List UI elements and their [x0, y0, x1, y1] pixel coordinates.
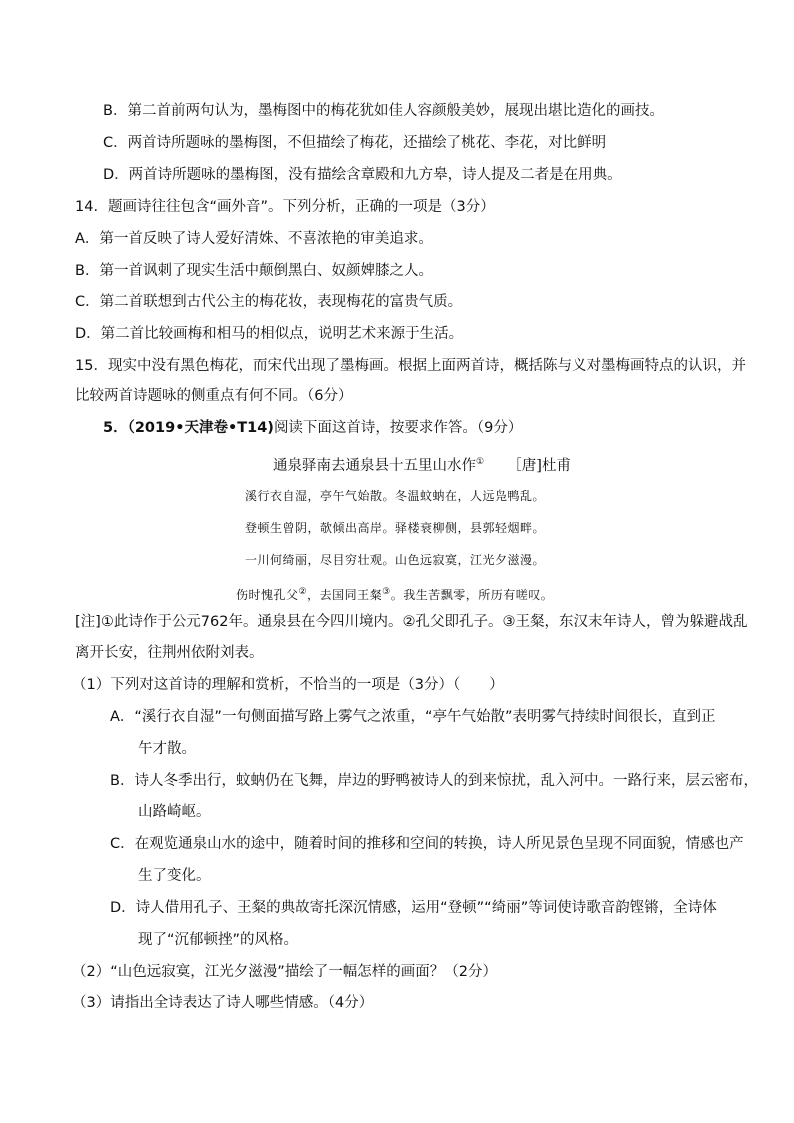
q5-intro: 阅读下面这首诗，按要求作答。（9分）	[273, 420, 523, 436]
poem-title: 通泉驿南去通泉县十五里山水作	[273, 457, 476, 474]
sub1-option-d-line-1: D．诗人借用孔子、王粲的典故寄托深沉情感，运用“登顿”“绮丽”等词使诗歌音韵铿锵，全诗体	[110, 900, 717, 916]
sub2-question: （2）“山色远寂寞，江光夕滋漫”描绘了一幅怎样的画面？（2分）	[72, 964, 497, 980]
q14-option-b: B．第一首讽刺了现实生活中颠倒黑白、奴颜婢膝之人。	[75, 263, 433, 279]
q5-number: 5．	[103, 420, 128, 436]
q13-option-b: B．第二首前两句认为，墨梅图中的梅花犹如佳人容颜般美妙，展现出堪比造化的画技。	[103, 103, 664, 119]
poem-line-2: 登顿生曾阴，欹倾出高岸。驿楼衰柳侧，县郭轻烟畔。	[245, 521, 546, 535]
sub1-option-a-line-2: 午才散。	[138, 741, 196, 757]
sub1-stem: （1）下列对这首诗的理解和赏析，不恰当的一项是（3分）（ ）	[72, 677, 504, 693]
poem-line-4	[236, 582, 553, 605]
sub1-option-d-line-2: 现了“沉郁顿挫”的风格。	[138, 932, 299, 948]
q5-source: （2019•天津卷•T14)	[127, 420, 274, 436]
q14-option-d: D．第二首比较画梅和相马的相似点，说明艺术来源于生活。	[75, 326, 464, 342]
q5-header	[103, 418, 522, 438]
sub1-option-a-line-1: A．“溪行衣自湿”一句侧面描写路上雾气之浓重，“亭午气始散”表明雾气持续时间很长，直到正	[110, 709, 716, 725]
note-line-2: 离开长安，往荆州依附刘表。	[75, 645, 264, 661]
sub1-option-b-line-2: 山路崎岖。	[138, 804, 211, 820]
q14-option-c: C．第二首联想到古代公主的梅花妆，表现梅花的富贵气质。	[75, 294, 463, 310]
poem-footnote-mark-3: ③	[382, 587, 391, 597]
sub1-option-c-line-2: 生了变化。	[138, 868, 211, 884]
sub3-question: （3）请指出全诗表达了诗人哪些情感。（4分）	[72, 995, 374, 1011]
poem-title-footnote-mark: ①	[476, 457, 485, 467]
q14-option-a: A．第一首反映了诗人爱好清姝、不喜浓艳的审美追求。	[75, 231, 433, 247]
q15-line-1: 15．现实中没有黑色梅花，而宋代出现了墨梅画。根据上面两首诗，概括陈与义对墨梅画特点的认识，并	[75, 358, 746, 374]
poem-title-line	[273, 452, 571, 476]
q13-option-d: D．两首诗所题咏的墨梅图，没有描绘含章殿和九方皋，诗人提及二者是在用典。	[103, 167, 622, 183]
poem-line-4-part-c: 。我生苦飘零，所历有嗟叹。	[390, 588, 554, 602]
poem-line-3: 一川何绮丽，尽目穷壮观。山色远寂寞，江光夕滋漫。	[245, 553, 546, 567]
q15-line-2: 比较两首诗题咏的侧重点有何不同。（6分）	[75, 388, 353, 404]
poem-line-4-part-b: ，去国同王粲	[307, 588, 383, 602]
q14-stem: 14．题画诗往往包含“画外音”。下列分析，正确的一项是（3分）	[75, 199, 495, 215]
poem-footnote-mark-2: ②	[298, 587, 308, 597]
poem-author: ［唐]杜甫	[507, 457, 571, 474]
sub1-option-c-line-1: C．在观览通泉山水的途中，随着时间的推移和空间的转换，诗人所见景色呈现不同面貌，情感也产	[110, 836, 744, 852]
q13-option-c: C．两首诗所题咏的墨梅图，不但描绘了梅花，还描绘了桃花、李花，对比鲜明	[103, 135, 607, 151]
note-line-1: [注]①此诗作于公元762年。通泉县在今四川境内。②孔父即孔子。③王粲，东汉末年诗人，曾为躲避战乱	[75, 614, 748, 630]
poem-line-1: 溪行衣自湿，亭午气始散。冬温蚊蚋在，人远凫鸭乱。	[245, 489, 546, 503]
poem-line-4-part-a: 伤时愧孔父	[236, 588, 299, 602]
sub1-option-b-line-1: B．诗人冬季出行，蚊蚋仍在飞舞，岸边的野鸭被诗人的到来惊扰，乱入河中。一路行来，层云密布，	[110, 773, 758, 789]
